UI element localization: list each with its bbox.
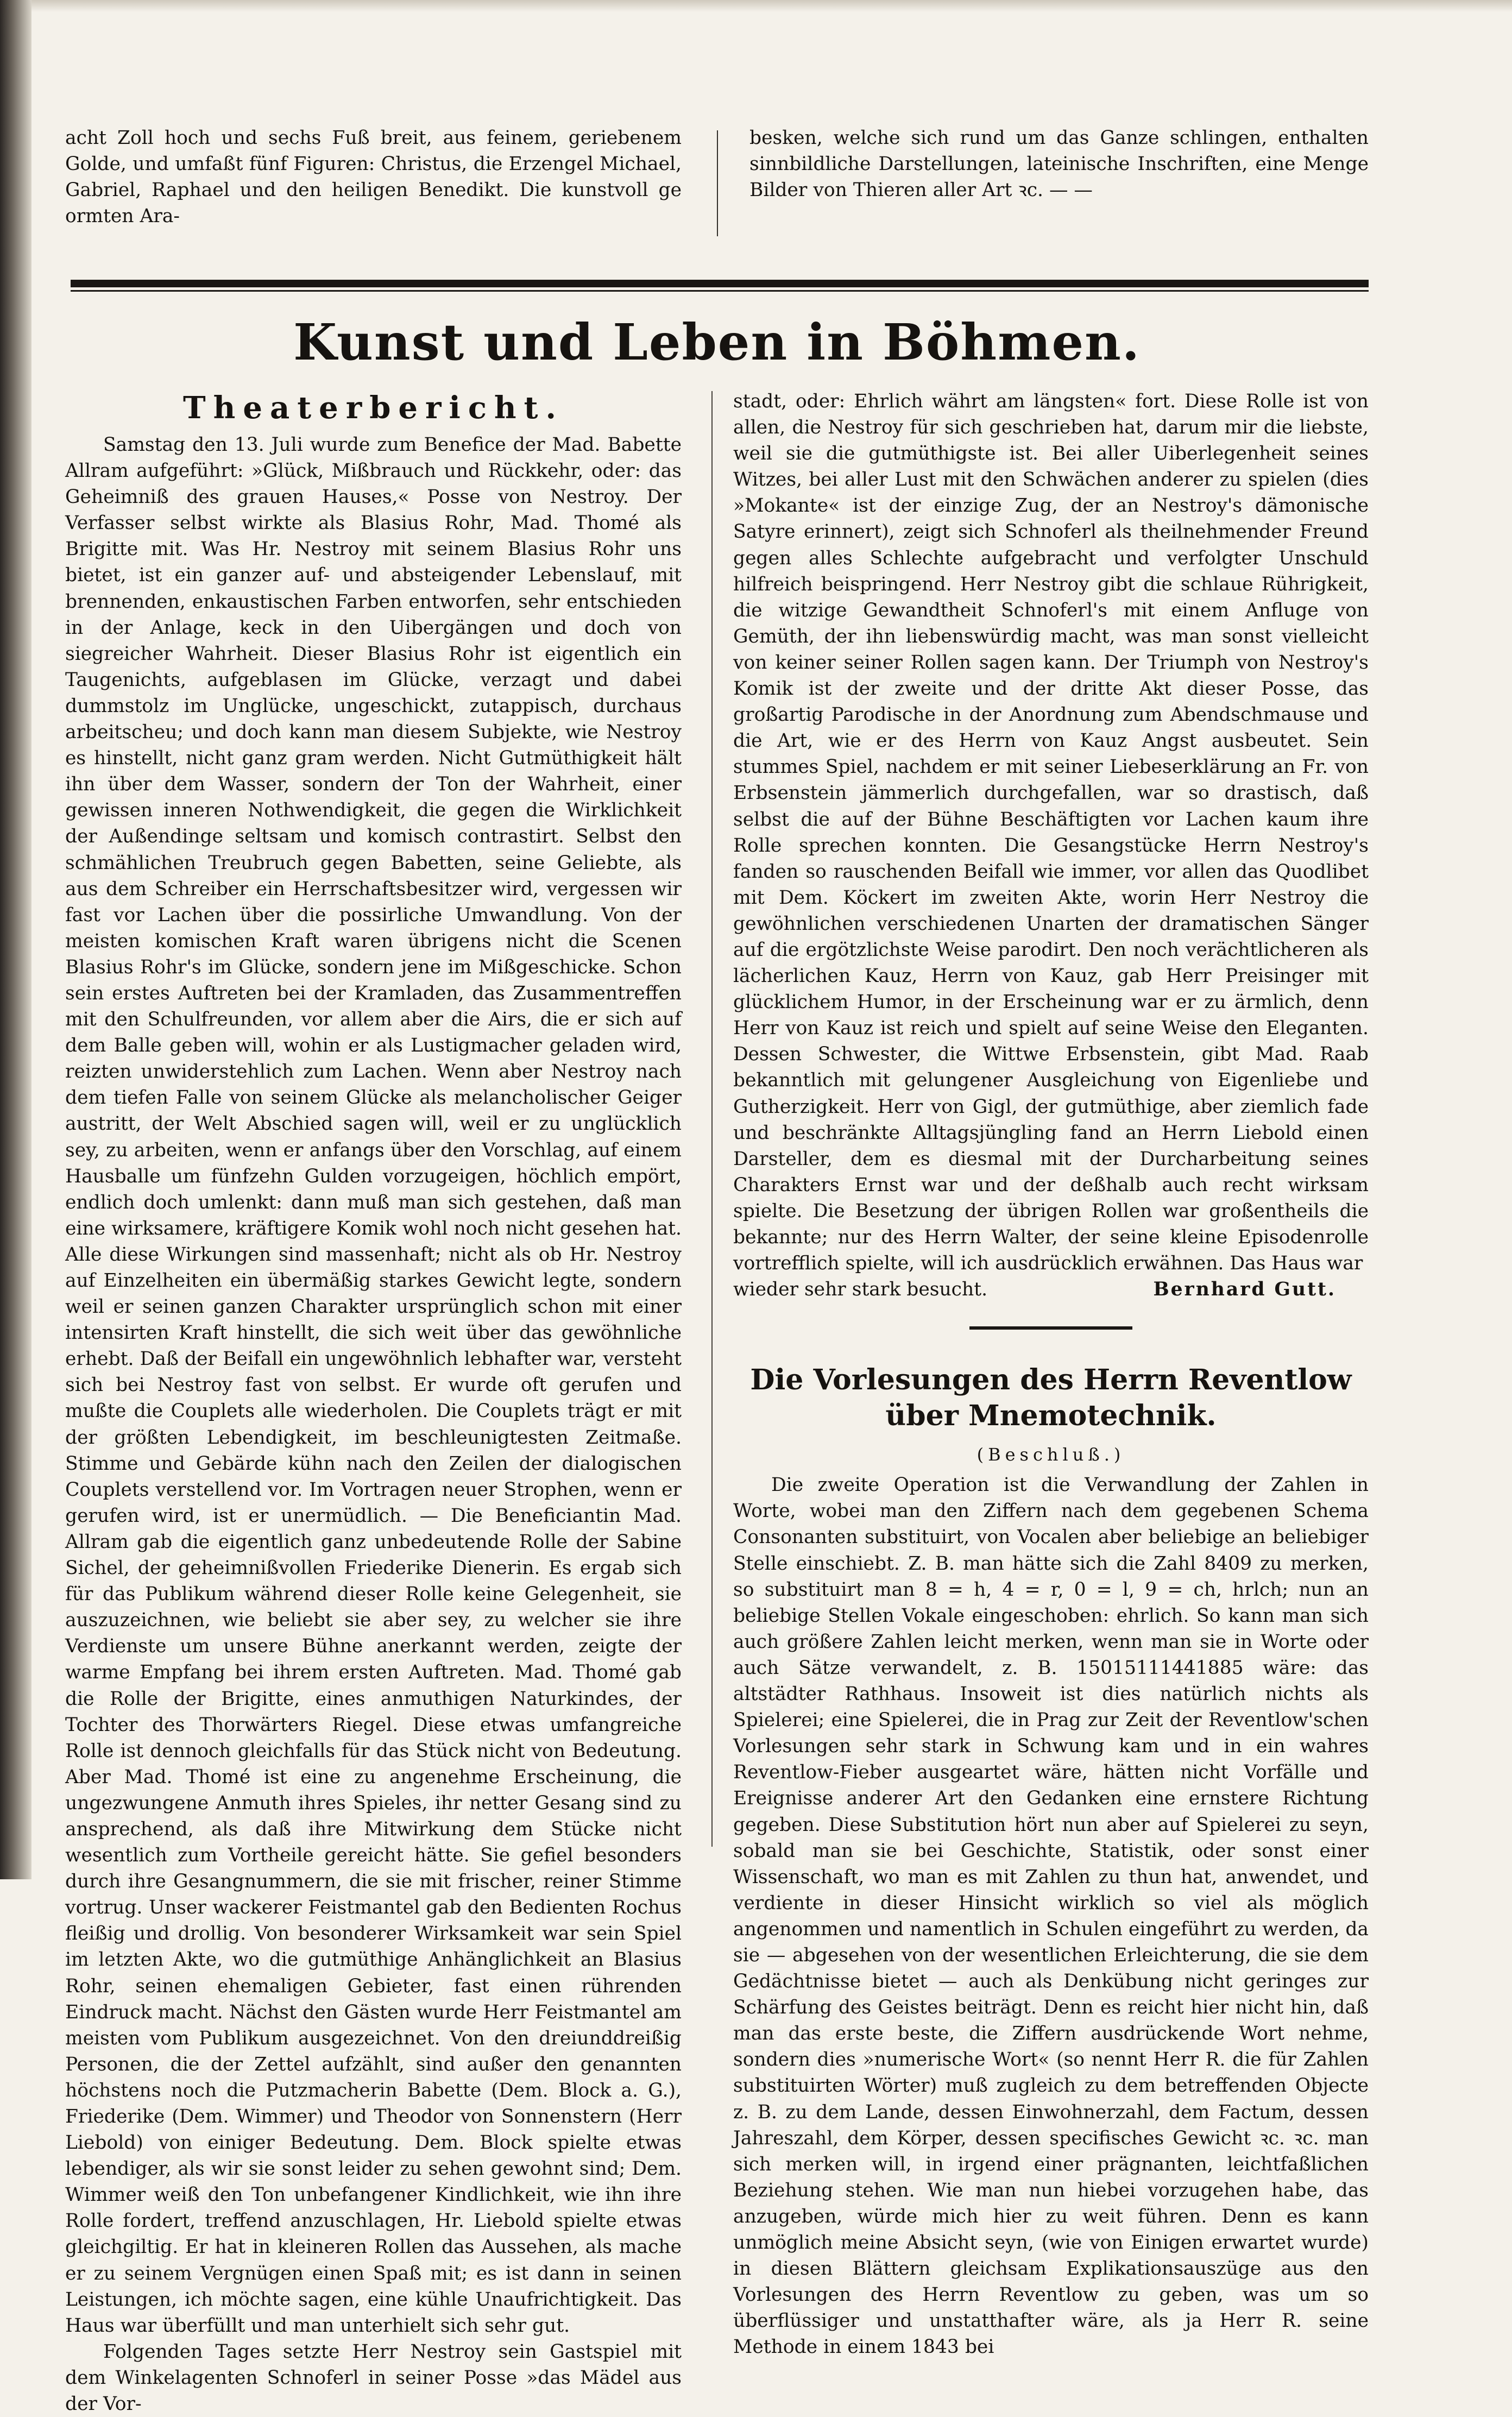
left-column <box>65 388 682 2417</box>
scan-top-edge <box>32 0 1512 12</box>
article-paragraph: Die zweite Operation ist die Verwandlung der Zahlen in Worte, wobei man den Ziffern nach dem gegebenen Schema Consonanten substituirt, von Vocalen aber beliebige an beliebiger Stelle einschiebt. Z. B. man hätte sich die Zahl 8409 zu merken, so substituirt man 8 = h, 4 = r, 0 = l, 9 = ch, hrlch; nun an beliebige Stellen Vokale eingeschoben: ehrlich. So kann man sich auch größere Zahlen leicht merken, wenn man sie in Worte oder auch Sätze verwandelt, z. B. 15015111441885 wäre: das altstädter Rathhaus. Insoweit ist dies natürlich nichts als Spielerei; eine Spielerei, die in Prag zur Zeit der Reventlow'schen Vorlesungen sehr stark in Schwung kam und in ein wahres Reventlow-Fieber ausgeartet wäre, hätten nicht Vorfälle und Ereignisse anderer Art den Gedanken eine ernstere Richtung gegeben. Diese Substitution hört nun aber auf Spielerei zu seyn, sobald man sie bei Geschichte, Statistik, oder sonst einer Wissenschaft, wo man es mit Zahlen zu thun hat, anwendet, und verdiente in dieser Hinsicht wirklich so viel als möglich angenommen und namentlich in Schulen eingeführt zu werden, da sie — abgesehen von der wesentlichen Erleichterung, die sie dem Gedächtnisse bietet — auch als Denkübung nicht geringes zur Schärfung des Geistes beiträgt. Denn es reicht hier nicht hin, daß man das erste beste, die Ziffern ausdrückende Wort nehme, sondern dies »numerische Wort« (so nennt Herr R. die für Zahlen substituirten Wörter) muß zugleich zu dem betreffenden Objecte z. B. zu dem Lande, dessen Einwohnerzahl, dem Factum, dessen Jahreszahl, dem Körper, dessen specifisches Gewicht ꝛc. ꝛc. man sich merken will, in irgend einer prägnanten, leichtfaßlichen Beziehung stehen. Wie man nun hiebei vorzugehen habe, das anzugeben, würde mich hier zu weit führen. Denn es kann unmöglich meine Absicht seyn, (wie von Einigen erwartet wurde) in diesen Blättern gleichsam Explikationsauszüge aus den Vorlesungen des Herrn Reventlow zu geben, was um so überflüssiger und unstatthafter wäre, als ja Herr R. seine Methode in einem 1843 bei <box>733 1474 1369 2358</box>
section-rule-thin <box>71 290 1369 292</box>
theater-report-paragraph-2: Folgenden Tages setzte Herr Nestroy sein Gastspiel mit dem Winkelagenten Schnoferl in seiner Posse »das Mädel aus der Vor- <box>65 2340 682 2415</box>
article-title: Die Vorlesungen des Herrn Reventlow über Mnemotechnik. <box>750 1363 1352 1433</box>
scan-binding-edge <box>0 0 32 1879</box>
article-separator-rule <box>969 1326 1132 1330</box>
column-divider <box>711 391 713 1847</box>
signature-line <box>733 1276 1369 1302</box>
closing-line: wieder sehr stark besucht. <box>733 1279 988 1301</box>
continued-article-section <box>65 125 1423 239</box>
right-column <box>733 388 1369 2360</box>
continued-text-right: besken, welche sich rund um das Ganze schlingen, enthalten sinnbildliche Darstellungen, lateinische Inschriften, eine Menge Bilder von Thieren aller Art ꝛc. — — <box>749 127 1369 202</box>
author-signature: Bernhard Gutt. <box>1153 1279 1336 1301</box>
section-rule <box>71 280 1369 287</box>
article-subtitle: (Beschluß.) <box>976 1444 1125 1465</box>
theater-report-paragraph-1: Samstag den 13. Juli wurde zum Benefice der Mad. Babette Allram aufgeführt: »Glück, Mißbrauch und Rückkehr, oder: das Geheimniß des grauen Hauses,« Posse von Nestroy. Der Verfasser selbst wirkte als Blasius Rohr, Mad. Thomé als Brigitte mit. Was Hr. Nestroy mit seinem Blasius Rohr uns bietet, ist ein ganzer auf- und absteigender Lebenslauf, mit brennenden, enkaustischen Farben entworfen, sehr entschieden in der Anlage, keck in den Uibergängen und doch von siegreicher Wahrheit. Dieser Blasius Rohr ist eigentlich ein Taugenichts, aufgeblasen im Glücke, verzagt und dabei dummstolz im Unglücke, ungeschickt, zutappisch, durchaus arbeitscheu; und doch kann man diesem Subjekte, wie Nestroy es hinstellt, nicht ganz gram werden. Nicht Gutmüthigkeit hält ihn über dem Wasser, sondern der Ton der Wahrheit, einer gewissen inneren Nothwendigkeit, die gegen die Wirklichkeit der Außendinge seltsam und komisch contrastirt. Selbst den schmählichen Treubruch gegen Babetten, seine Geliebte, als aus dem Schreiber ein Herrschaftsbesitzer wird, vergessen wir fast vor Lachen über die possirliche Umwandlung. Von der meisten komischen Kraft waren übrigens nicht die Scenen Blasius Rohr's im Glücke, sondern jene im Mißgeschicke. Schon sein erstes Auftreten bei der Kramladen, das Zusammentreffen mit den Schulfreunden, vor allem aber die Airs, die er sich auf dem Balle geben will, wohin er als Lustigmacher geladen wird, reizten unwiderstehlich zum Lachen. Wenn aber Nestroy nach dem tiefen Falle von seinem Glücke als melancholischer Geiger austritt, der Welt Abschied sagen will, weil er zu unglücklich sey, zu arbeiten, wenn er anfangs über den Vorschlag, auf einem Hausballe um fünfzehn Gulden vorzugeigen, höchlich empört, endlich doch umlenkt: dann muß man sich gestehen, daß man eine wirksamere, kräftigere Komik wohl noch nicht gesehen hat. Alle diese Wirkungen sind massenhaft; nicht als ob Hr. Nestroy auf Einzelheiten ein übermäßig starkes Gewicht legte, sondern weil er seinen ganzen Charakter ursprünglich schon mit einer intensirten Kraft hinstellt, die sich weit über das gewöhnliche erhebt. Daß der Beifall ein ungewöhnlich lebhafter war, versteht sich bei Nestroy fast von selbst. Er wurde oft gerufen und mußte die Couplets alle wiederholen. Die Couplets trägt er mit der größten Lebendigkeit, im beschleunigtesten Zeitmaße. Stimme und Gebärde kühn nach den Zeilen der dialogischen Couplets verstellend vor. Im Vortragen neuer Strophen, wenn er gerufen wird, ist er unermüdlich. — Die Beneficiantin Mad. Allram gab die eigentlich ganz unbedeutende Rolle der Sabine Sichel, der geheimnißvollen Friederike Dienerin. Es ergab sich für das Publikum während dieser Rolle keine Gelegenheit, sie auszuzeichnen, wie beliebt sie aber sey, zu welcher sie ihre Verdienste um unsere Bühne anerkannt werden, zeigte der warme Empfang bei ihrem ersten Auftreten. Mad. Thomé gab die Rolle der Brigitte, eines anmuthigen Naturkindes, der Tochter des Thorwärters Riegel. Diese etwas umfangreiche Rolle ist dennoch gleichfalls für das Stück nicht von Bedeutung. Aber Mad. Thomé ist eine zu angenehme Erscheinung, die ungezwungene Anmuth ihres Spieles, ihr netter Gesang sind zu ansprechend, als daß ihre Mitwirkung dem Stücke nicht wesentlich zum Vortheile gereicht hätte. Sie gefiel besonders durch ihre Gesangnummern, die sie mit frischer, reiner Stimme vortrug. Unser wackerer Feistmantel gab den Bedienten Rochus fleißig und drollig. Von besonderer Wirksamkeit war sein Spiel im letzten Akte, wo die gutmüthige Anhänglichkeit an Blasius Rohr, seinen ehemaligen Gebieter, fast einen rührenden Eindruck macht. Nächst den Gästen wurde Herr Feistmantel am meisten vom Publikum ausgezeichnet. Von den dreiunddreißig Personen, die der Zettel aufzählt, sind außer den genannten höchstens noch die Putzmacherin Babette (Dem. Block a. G.), Friederike (Dem. Wimmer) und Theodor von Sonnenstern (Herr Liebold) von einiger Bedeutung. Dem. Block spielte etwas lebendiger, als wir sie sonst leider zu sehen gewohnt sind; Dem. Wimmer weiß den Ton unbefangener Kindlichkeit, wie ihn ihre Rolle fordert, treffend anzuschlagen, Hr. Liebold spielte etwas gleichgiltig. Er hat in kleineren Rollen das Aussehen, als mache er zu seinem Vergnügen einen Spaß mit; es ist dann in seinen Leistungen, ich möchte sagen, eine kühle Unaufrichtigkeit. Das Haus war überfüllt und man unterhielt sich sehr gut. <box>65 434 682 2337</box>
theater-report-continuation: stadt, oder: Ehrlich währt am längsten« fort. Diese Rolle ist von allen, die Nestroy für sich geschrieben hat, darum mir die liebste, weil sie die gutmüthigste ist. Bei aller Uiberlegenheit seines Witzes, bei aller Lust mit den Schwächen anderer zu spielen (dies »Mokante« ist der einzige Zug, der an Nestroy's dämonische Satyre erinnert), zeigt sich Schnoferl als theilnehmender Freund gegen alles Schlechte aufgebracht und verfolgter Unschuld hilfreich beispringend. Herr Nestroy gibt die schlaue Rührigkeit, die witzige Gewandtheit Schnoferl's mit einem Anfluge von Gemüth, der ihn liebenswürdig macht, was man sonst vielleicht von keiner seiner Rollen sagen kann. Der Triumph von Nestroy's Komik ist der zweite und der dritte Akt dieser Posse, das großartig Parodische in der Anordnung zum Abendschmause und die Art, wie er des Herrn von Kauz Angst ausbeutet. Sein stummes Spiel, nachdem er mit seiner Liebeserklärung an Fr. von Erbsenstein jämmerlich durchgefallen, war so drastisch, daß selbst die auf der Bühne Beschäftigten vor Lachen kaum ihre Rolle sprechen konnten. Die Gesangstücke Herrn Nestroy's fanden so rauschenden Beifall wie immer, vor allen das Quodlibet mit Dem. Köckert im zweiten Akte, worin Herr Nestroy die gewöhnlichen verschiedenen Unarten der dramatischen Sänger auf die ergötzlichste Weise parodirt. Den noch verächtlicheren als lächerlichen Kauz, Herrn von Kauz, gab Herr Preisinger mit glücklichem Humor, in der Erscheinung war er zu ärmlich, denn Herr von Kauz ist reich und spielt auf seine Weise den Eleganten. Dessen Schwester, die Wittwe Erbsenstein, gibt Mad. Raab bekanntlich mit gelungener Ausgleichung von Eigenliebe und Gutherzigkeit. Herr von Gigl, der gutmüthige, aber ziemlich fade und beschränkte Alltagsjüngling fand an Herrn Liebold einen Darsteller, dem es diesmal mit der Durcharbeitung seines Charakters Ernst war und der deßhalb auch recht wirksam spielte. Die Besetzung der übrigen Rollen war großentheils die bekannte; nur des Herrn Walter, der seine kleine Episodenrolle vortrefflich spielte, will ich ausdrücklich erwähnen. Das Haus war <box>733 391 1369 1275</box>
top-column-divider <box>717 130 718 236</box>
section-title: Kunst und Leben in Böhmen. <box>293 313 1141 372</box>
continued-text-left: acht Zoll hoch und sechs Fuß breit, aus feinem, geriebenem Golde, und umfaßt fünf Figuren: Christus, die Erzengel Michael, Gabriel, Raphael und den heiligen Benedikt. Die kunstvoll ge ormten Ara- <box>65 127 682 228</box>
theater-report-heading: Theaterbericht. <box>182 390 564 426</box>
